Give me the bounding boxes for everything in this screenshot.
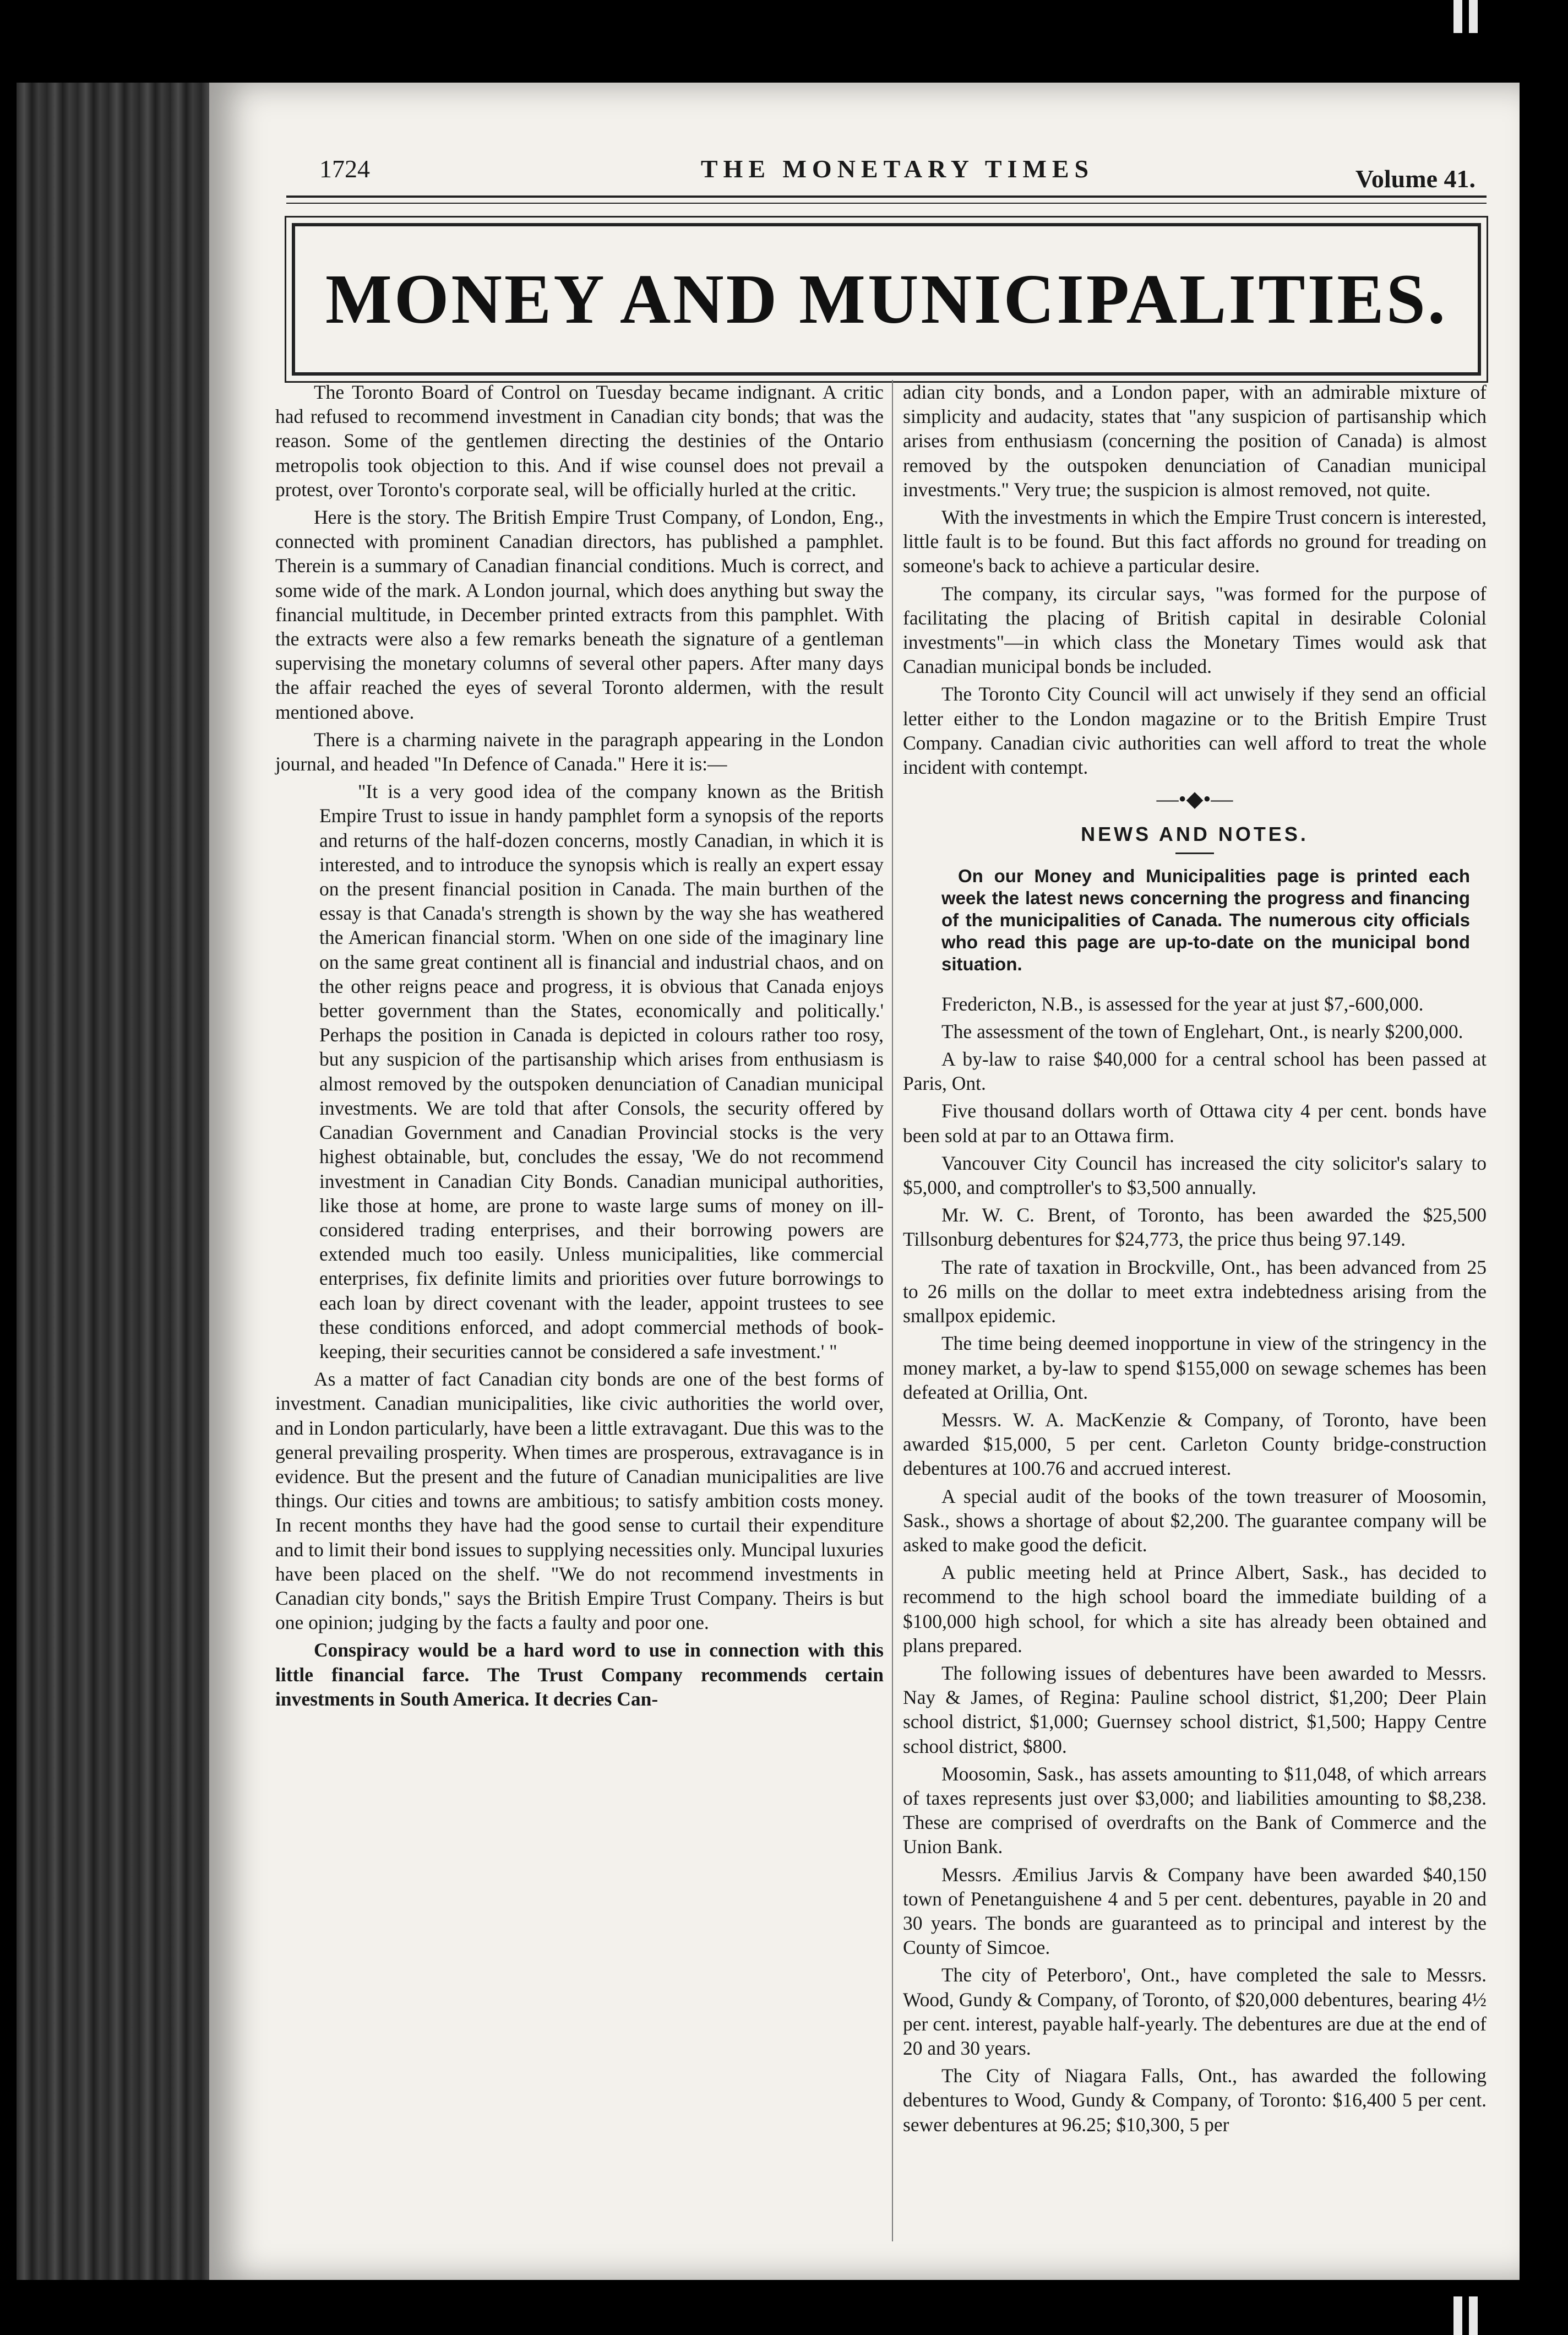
news-item: Five thousand dollars worth of Ottawa city 4 per cent. bonds have been sold at par to an Ottawa firm. [903, 1100, 1487, 1147]
paragraph: There is a charming naivete in the paragraph appearing in the London journal, and headed "In Defence of Canada." Here it is:— [275, 728, 884, 775]
page-number: 1724 [319, 155, 370, 183]
book-spine [17, 83, 215, 2280]
news-item: The following issues of debentures have been awarded to Messrs. Nay & James, of Regina: Pauline school district, $1,200; Deer Plain school district, $1,000; Guernsey school district, $1,500; Happy Centre school district, $800. [903, 1661, 1487, 1757]
news-item: Messrs. W. A. MacKenzie & Company, of Toronto, have been awarded $15,000, 5 per cent. Carleton County bridge-construction debentures at 100.76 and accrued interest. [903, 1408, 1487, 1480]
news-item: The assessment of the town of Englehart, Ont., is nearly $200,000. [941, 1020, 1463, 1042]
news-item: The time being deemed inopportune in view of the stringency in the money market, a by-law to spend $155,000 on sewage schemes has been defeated at Orillia, Ont. [903, 1332, 1487, 1403]
paragraph: Conspiracy would be a hard word to use in connection with this little financial farce. The Trust Company recommends certain investments in South America. It decries Can- [275, 1639, 884, 1710]
news-item: A by-law to raise $40,000 for a central school has been passed at Paris, Ont. [903, 1048, 1487, 1095]
headline: MONEY AND MUNICIPALITIES. [325, 260, 1447, 338]
news-section-title: NEWS AND NOTES. [1081, 823, 1309, 846]
volume-label: Volume 41. [1355, 165, 1476, 193]
paragraph: The company, its circular says, "was formed for the purpose of facilitating the placing of British capital in desirable Colonial investments"—in which class the Monetary Times would ask that Canadian municipal bonds be included. [903, 582, 1487, 678]
news-item: Messrs. Æmilius Jarvis & Company have been awarded $40,150 town of Penetanguishene 4 and 5 per cent. debentures, payable in 20 and 30 years. The bonds are guaranteed as to principal and interest by the County of Simcoe. [903, 1863, 1487, 1959]
header-rule [286, 203, 1487, 204]
film-edge-mark [1453, 0, 1462, 33]
news-item: A public meeting held at Prince Albert, Sask., has decided to recommend to the high school board the immediate building of a $100,000 high school, for which a site has already been obtained and plans prepared. [903, 1561, 1487, 1657]
journal-title: THE MONETARY TIMES [700, 155, 1095, 183]
running-header [319, 154, 1476, 193]
film-edge-mark [1469, 2296, 1478, 2335]
film-edge-mark [1469, 0, 1478, 33]
news-item: The rate of taxation in Brockville, Ont., has been advanced from 25 to 26 mills on the dollar to meet extra indebtedness arising from the smallpox epidemic. [903, 1256, 1487, 1327]
column-divider [892, 380, 893, 2241]
news-item: The city of Peterboro', Ont., have completed the sale to Messrs. Wood, Gundy & Company, of Toronto, of $20,000 debentures, bearing 4½ per cent. interest, payable half-yearly. The debentures are due at the end of 20 and 30 years. [903, 1964, 1487, 2059]
news-item: The City of Niagara Falls, Ont., has awarded the following debentures to Wood, Gundy & Company, of Toronto: $16,400 5 per cent. sewer debentures at 96.25; $10,300, 5 per [903, 2065, 1487, 2136]
right-column [903, 380, 1487, 2140]
paragraph: As a matter of fact Canadian city bonds are one of the best forms of investment. Canadian municipalities, like civic authorities the world over, and in London particularly, have been a little extravagant. Due this was to the general prevailing prosperity. When times are prosperous, extravagance is in evidence. But the present and the future of Canadian municipalities are live things. Our cities and towns are ambitious; to satisfy ambition costs money. In recent months they have had the good sense to curtail their expenditure and to limit their bond issues to supplying necessities only. Muncipal luxuries have been placed on the shelf. "We do not recommend investments in Canadian city bonds," says the British Empire Trust Company. Theirs is but one opinion; judging by the facts a faulty and poor one. [275, 1368, 884, 1634]
newspaper-page [209, 83, 1520, 2280]
paragraph: With the investments in which the Empire Trust concern is interested, little fault is to be found. But this fact affords no ground for treading on someone's back to achieve a particular desire. [903, 506, 1487, 577]
paragraph: Here is the story. The British Empire Trust Company, of London, Eng., connected with prominent Canadian directors, has published a pamphlet. Therein is a summary of Canadian financial conditions. Much is correct, and some wide of the mark. A London journal, which does anything but sway the financial multitude, in December printed extracts from this pamphlet. With the extracts were also a few remarks beneath the signature of a gentleman supervising the monetary columns of several other papers. After many days the affair reached the eyes of several Toronto aldermen, with the result mentioned above. [275, 506, 884, 723]
news-item: Vancouver City Council has increased the city solicitor's salary to $5,000, and comptroller's to $3,500 annually. [903, 1152, 1487, 1199]
paragraph: The Toronto City Council will act unwisely if they send an official letter either to the London magazine or to the British Empire Trust Company. Canadian civic authorities can well afford to treat the whole incident with contempt. [903, 683, 1487, 779]
paragraph: adian city bonds, and a London paper, with an admirable mixture of simplicity and audacity, states that "any suspicion of partisanship which arises from enthusiasm (concerning the position of Canada) is almost removed by the outspoken denunciation of Canadian municipal investments." Very true; the suspicion is almost removed, not quite. [903, 381, 1487, 501]
quoted-paragraph: "It is a very good idea of the company known as the British Empire Trust to issue in handy pamphlet form a synopsis of the reports and returns of the half-dozen concerns, mostly Canadian, in which it is interested, and to introduce the synopsis which is really an expert essay on the present financial position in Canada. The main burthen of the essay is that Canada's strength is shown by the way she has weathered the American financial storm. 'When on one side of the imaginary line on the same great continent all is financial and industrial chaos, and on the other reigns peace and progress, it is obvious that Canada enjoys better government than the States, economically and politically.' Perhaps the position in Canada is depicted in colours rather too rosy, but any suspicion of the partisanship which arises from enthusiasm is almost removed by the outspoken denunciation of Canadian municipal investments. We are told that after Consols, the security offered by Canadian Government and Canadian Provincial stocks is the very highest obtainable, but, concludes the essay, 'We do not recommend investment in Canadian City Bonds. Canadian municipal authorities, like those at home, are prone to waste large sums of money on ill-considered trading enterprises, and their borrowing powers are extended much too easily. Unless municipalities, like commercial enterprises, fix definite limits and priorities over future borrowings to each loan by direct covenant with the leader, appoint trustees to see these conditions enforced, and adopt commercial methods of book-keeping, their securities cannot be considered a safe investment.' " [319, 780, 884, 1362]
news-item: Fredericton, N.B., is assessed for the year at just $7,-600,000. [941, 992, 1424, 1015]
left-column [275, 380, 884, 1714]
news-item: A special audit of the books of the town treasurer of Moosomin, Sask., shows a shortage of about $2,200. The guarantee company will be asked to make good the deficit. [903, 1485, 1487, 1556]
news-intro: On our Money and Municipalities page is printed each week the latest news concerning the progress and financing of the municipalities of Canada. The numerous city officials who read this page are up-to-date on the municipal bond situation. [941, 865, 1470, 974]
header-rule [286, 196, 1487, 198]
headline-box [292, 223, 1481, 376]
news-item: Moosomin, Sask., has assets amounting to $11,048, of which arrears of taxes represents just over $3,000; and liabilities amounting to $8,238. These are comprised of overdrafts on the Bank of Commerce and the Union Bank. [903, 1762, 1487, 1858]
news-item: Mr. W. C. Brent, of Toronto, has been awarded the $25,500 Tillsonburg debentures for $24,773, the price thus being 97.149. [903, 1204, 1487, 1251]
paragraph: The Toronto Board of Control on Tuesday became indignant. A critic had refused to recommend investment in Canadian city bonds; that was the reason. Some of the gentlemen directing the destinies of the Ontario metropolis took objection to this. And if wise counsel does not prevail a protest, over Toronto's corporate seal, will be officially hurled at the critic. [275, 381, 884, 501]
title-rule [1175, 852, 1214, 854]
section-ornament: —•◆•— [1156, 786, 1233, 812]
film-edge-mark [1453, 2296, 1462, 2335]
